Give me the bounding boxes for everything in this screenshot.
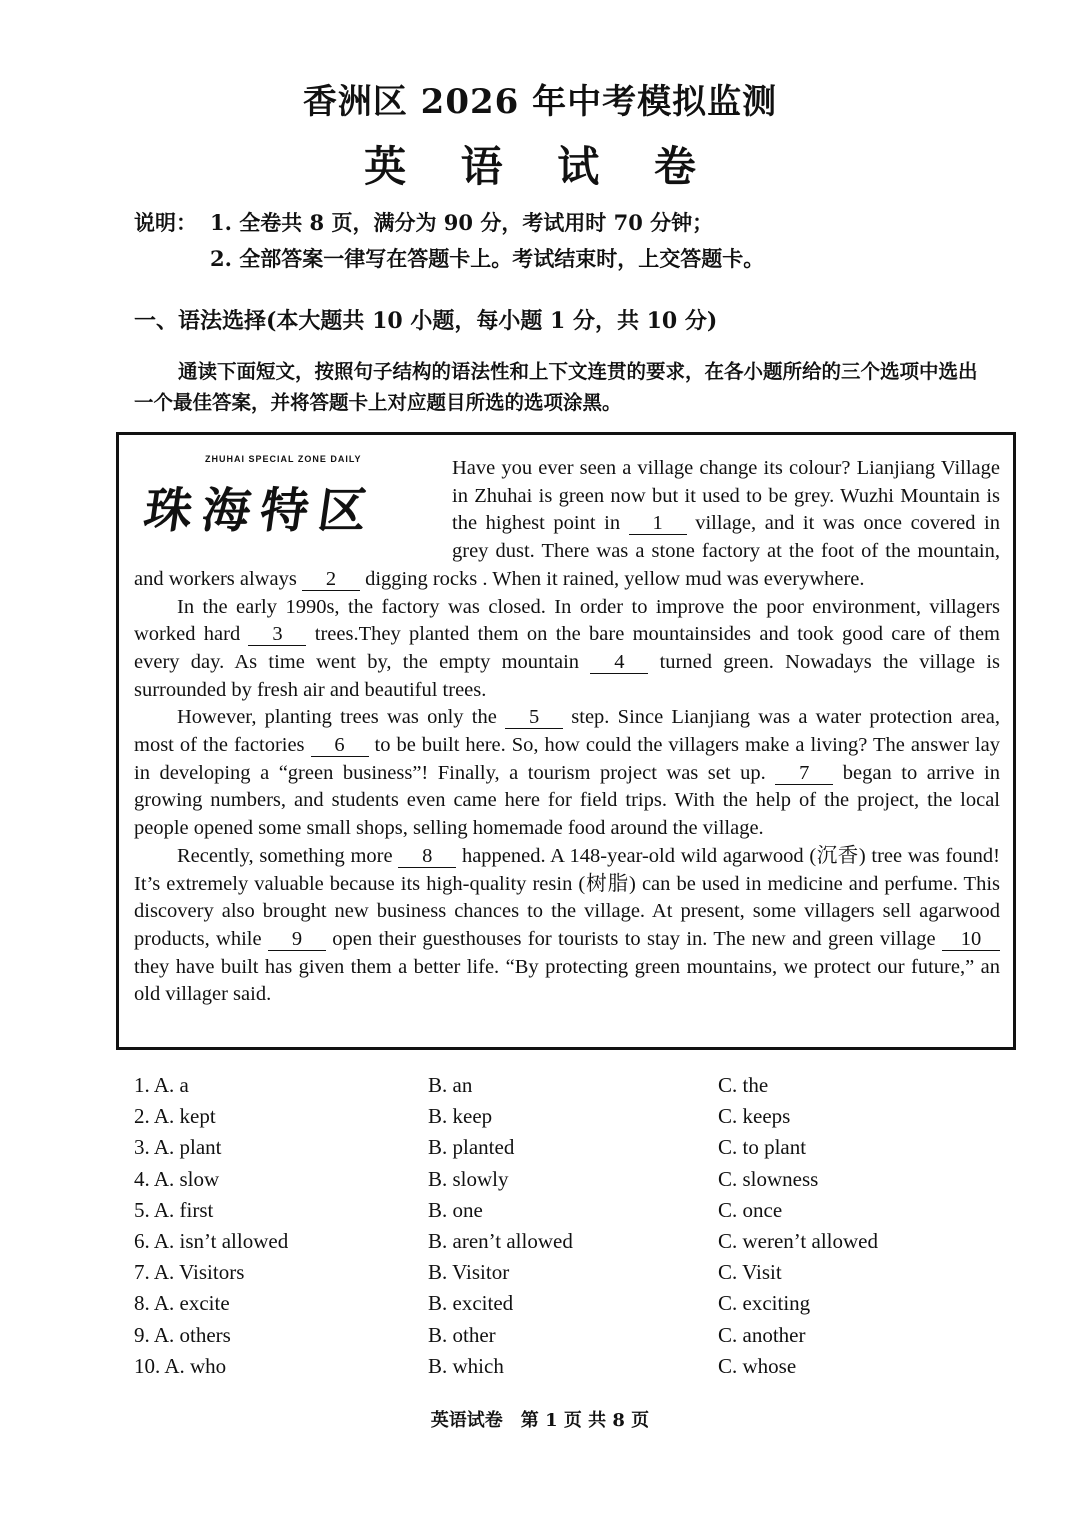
option-c: C. another — [718, 1322, 806, 1347]
answer-options — [134, 1070, 1014, 1382]
option-a: 9. A. others — [134, 1322, 231, 1347]
instruction-item: 2. 全部答案一律写在答题卡上。考试结束时，上交答题卡。 — [210, 246, 765, 271]
blank-10: 10 — [942, 928, 1000, 951]
passage-paragraph: Recently, something more 8 happened. A 148-year-old wild agarwood (沉香) tree was found! It’s extremely valuable because its high-quality resin (树脂) can be used in medicine and perfume. This discovery also brought new business chances to the village. At present, some villagers sell agarwood products, while 9 open their guesthouses for tourists to stay in. The new and green village 10 they have built has given them a better life. “By protecting green mountains, we protect our future,” an old villager said. — [134, 844, 1000, 1006]
question-row — [134, 1101, 1014, 1132]
option-a: 5. A. first — [134, 1197, 214, 1222]
section-heading: 一、语法选择(本大题共 10 小题，每小题 1 分，共 10 分) — [134, 308, 718, 334]
blank-4: 4 — [590, 651, 648, 674]
option-b: B. one — [428, 1197, 483, 1222]
question-row — [134, 1320, 1014, 1351]
option-b: B. keep — [428, 1104, 493, 1129]
passage-paragraph: However, planting trees was only the 5 step. Since Lianjiang was a water protection area, most of the factories 6 to be built here. So, how could the villagers make a living? The answer lay in developing a “green business”! Finally, a tourism project was set up. 7 began to arrive in growing numbers, and students even came here for field trips. With the help of the project, the local people opened some small shops, selling homemade food around the village. — [134, 706, 1000, 840]
blank-2: 2 — [302, 568, 360, 591]
option-a: 10. A. who — [134, 1353, 227, 1378]
option-c: C. slowness — [718, 1166, 819, 1191]
option-c: C. Visit — [718, 1260, 782, 1285]
logo-calligraphy: 珠海特区 — [140, 483, 371, 539]
question-row — [134, 1288, 1014, 1319]
option-b: B. excited — [428, 1291, 514, 1316]
question-row — [134, 1195, 1014, 1226]
option-b: B. which — [428, 1353, 504, 1378]
instruction-row — [134, 204, 764, 240]
option-a: 7. A. Visitors — [134, 1260, 245, 1285]
question-row — [134, 1070, 1014, 1101]
option-c: C. keeps — [718, 1104, 791, 1129]
blank-7: 7 — [775, 762, 833, 785]
question-row — [134, 1132, 1014, 1163]
instructions — [134, 204, 764, 276]
option-c: C. exciting — [718, 1291, 811, 1316]
option-b: B. planted — [428, 1135, 515, 1160]
blank-3: 3 — [248, 623, 306, 646]
instruction-row — [134, 240, 764, 276]
option-a: 4. A. slow — [134, 1166, 220, 1191]
blank-5: 5 — [505, 706, 563, 729]
option-c: C. weren’t allowed — [718, 1229, 878, 1254]
option-c: C. whose — [718, 1353, 797, 1378]
option-a: 8. A. excite — [134, 1291, 230, 1316]
instruction-item: 1. 全卷共 8 页，满分为 90 分，考试用时 70 分钟； — [210, 210, 714, 235]
option-a: 1. A. a — [134, 1073, 189, 1098]
page-footer: 英语试卷 第 1 页 共 8 页 — [430, 1410, 650, 1431]
exam-subtitle: 英 语 试 卷 — [364, 142, 716, 191]
passage-paragraph: Have you ever seen a village change its colour? Lianjiang Village in Zhuhai is green now but it used to be grey. Wuzhi Mountain is the highest point in 1 village, and it was once covered in grey dust. There was a stone factory at the foot of the mountain, and workers always 2 digging rocks . When it rained, yellow mud was everywhere. — [134, 457, 1000, 590]
option-b: B. an — [428, 1073, 473, 1098]
reading-passage — [134, 455, 1000, 1009]
blank-6: 6 — [311, 734, 369, 757]
exam-title: 香洲区 2026 年中考模拟监测 — [302, 82, 778, 122]
instructions-label: 说明： — [134, 210, 197, 235]
option-a: 2. A. kept — [134, 1104, 216, 1129]
option-b: B. Visitor — [428, 1260, 510, 1285]
option-b: B. aren’t allowed — [428, 1229, 573, 1254]
option-c: C. to plant — [718, 1135, 807, 1160]
option-c: C. once — [718, 1197, 783, 1222]
logo-small-text: ZHUHAI SPECIAL ZONE DAILY — [205, 454, 362, 464]
option-a: 6. A. isn’t allowed — [134, 1229, 289, 1254]
question-row — [134, 1164, 1014, 1195]
section-directions: 通读下面短文，按照句子结构的语法性和上下文连贯的要求，在各小题所给的三个选项中选出一个最佳答案，并将答题卡上对应题目所选的选项涂黑。 — [134, 360, 978, 414]
blank-1: 1 — [629, 512, 687, 535]
option-c: C. the — [718, 1073, 769, 1098]
question-row — [134, 1351, 1014, 1382]
option-b: B. other — [428, 1322, 496, 1347]
passage-paragraph: In the early 1990s, the factory was closed. In order to improve the poor environment, villagers worked hard 3 trees.They planted them on the bare mountainsides and took good care of them every day. As time went by, the empty mountain 4 turned green. Nowadays the village is surrounded by fresh air and beautiful trees. — [134, 595, 1000, 701]
question-row — [134, 1257, 1014, 1288]
option-b: B. slowly — [428, 1166, 509, 1191]
question-row — [134, 1226, 1014, 1257]
blank-8: 8 — [398, 845, 456, 868]
option-a: 3. A. plant — [134, 1135, 222, 1160]
blank-9: 9 — [268, 928, 326, 951]
